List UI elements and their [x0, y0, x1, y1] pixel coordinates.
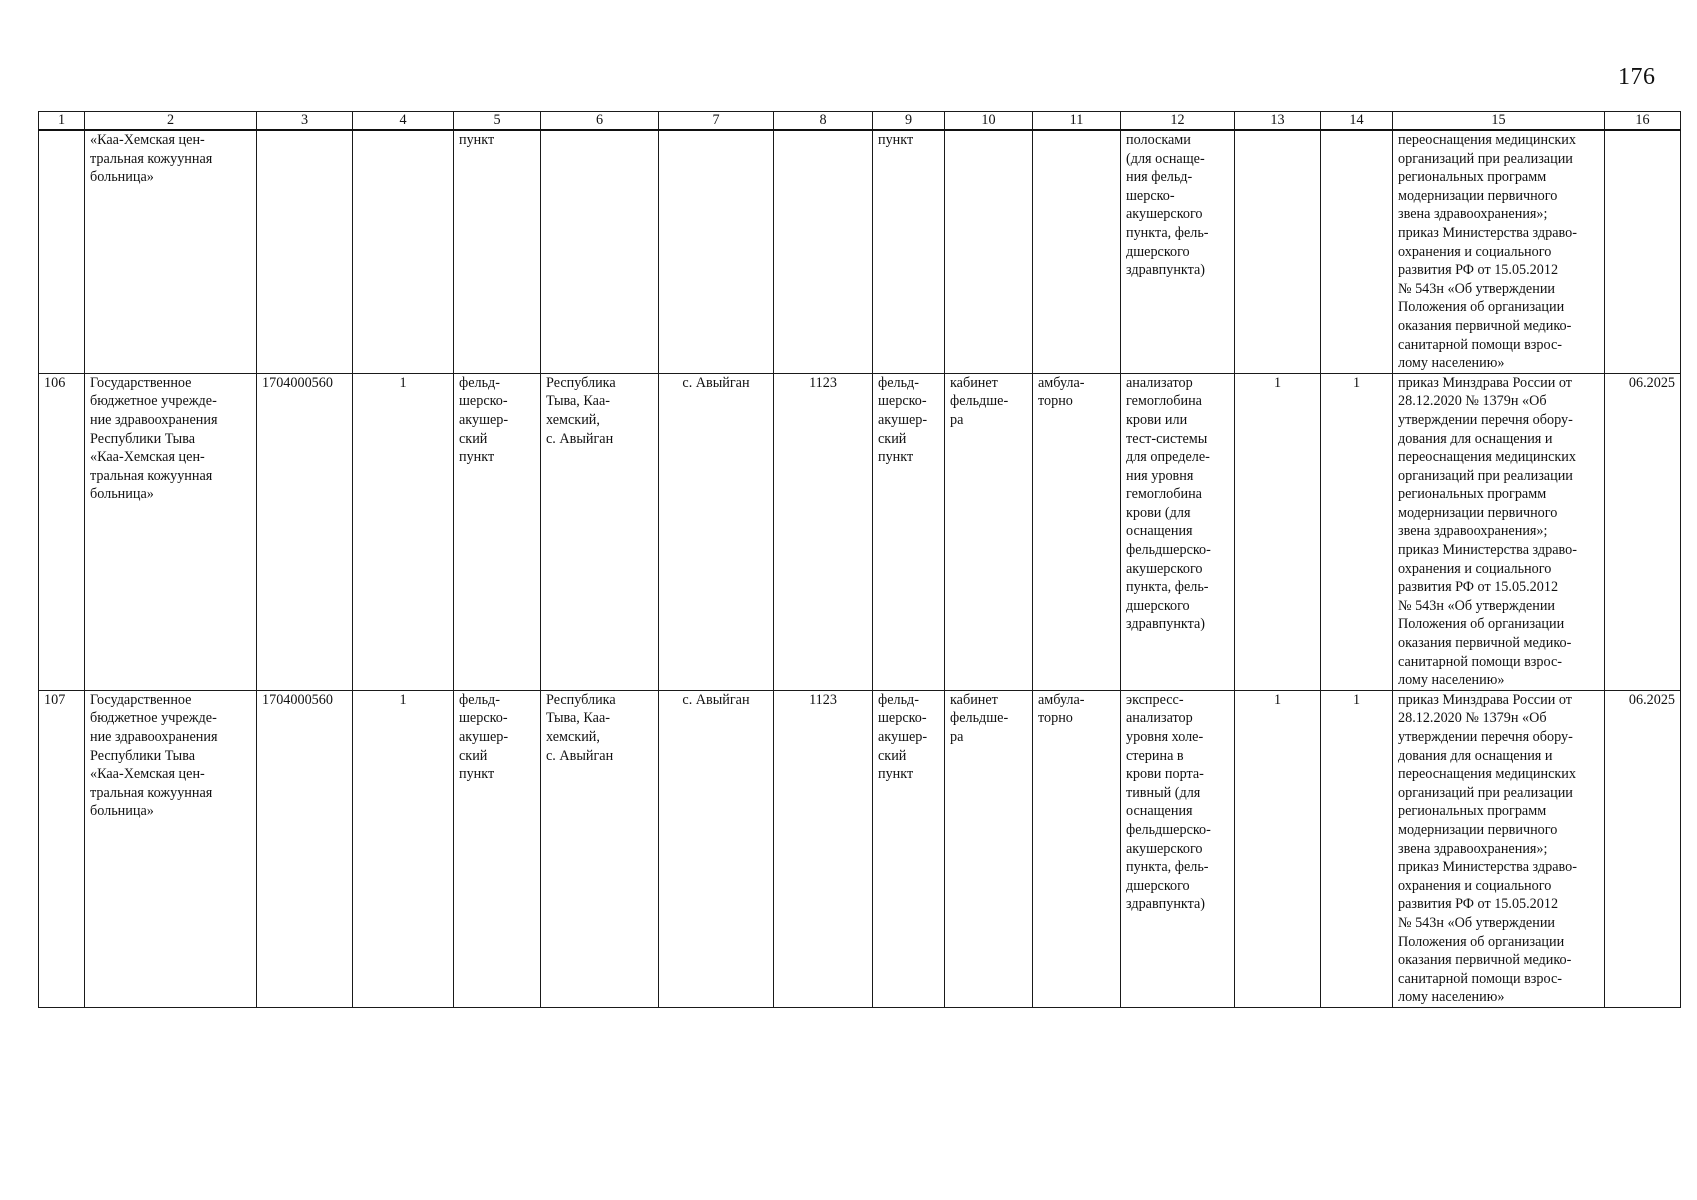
- table-row: [39, 130, 1681, 373]
- column-header: 14: [1321, 112, 1393, 131]
- date-cell: 06.2025: [1605, 373, 1681, 690]
- date-cell: [1605, 130, 1681, 373]
- locality-cell: с. Авыйган: [659, 690, 774, 1007]
- legal-basis-cell: приказ Минздрава России от 28.12.2020 № 1379н «Об утверждении перечня обору- дования для оснащения и переоснащения медицинских организаций при реализации региональных программ модернизации первичного звена здравоохранения»; приказ Министерства здраво- охранения и социального развития РФ от 15.05.2012 № 543н «Об утверждении Положения об организации оказания первичной медико- санитарной помощи взрос- лому населению»: [1393, 690, 1605, 1007]
- unit-type-cell: пункт: [873, 130, 945, 373]
- qty-cell: [1235, 130, 1321, 373]
- unit-type-cell: фельд- шерско- акушер- ский пункт: [873, 690, 945, 1007]
- address-cell: Республика Тыва, Каа- хемский, с. Авыйган: [541, 690, 659, 1007]
- qty-cell: 1: [1235, 373, 1321, 690]
- column-header: 4: [353, 112, 454, 131]
- column-header: 7: [659, 112, 774, 131]
- column-header: 11: [1033, 112, 1121, 131]
- qty-cell: [1321, 130, 1393, 373]
- date-cell: 06.2025: [1605, 690, 1681, 1007]
- organization-cell: Государственное бюджетное учрежде- ние здравоохранения Республики Тыва «Каа-Хемская цен- тральная кожуунная больница»: [85, 373, 257, 690]
- column-header: 2: [85, 112, 257, 131]
- organization-cell: Государственное бюджетное учрежде- ние здравоохранения Республики Тыва «Каа-Хемская цен- тральная кожуунная больница»: [85, 690, 257, 1007]
- column-header: 15: [1393, 112, 1605, 131]
- column-header: 16: [1605, 112, 1681, 131]
- population-cell: 1123: [774, 373, 873, 690]
- table-row: [39, 690, 1681, 1007]
- inn-cell: 1704000560: [257, 373, 353, 690]
- organization-cell: «Каа-Хемская цен- тральная кожуунная больница»: [85, 130, 257, 373]
- inn-cell: 1704000560: [257, 690, 353, 1007]
- facility-type-cell: фельд- шерско- акушер- ский пункт: [454, 373, 541, 690]
- table-row: [39, 373, 1681, 690]
- care-mode-cell: [1033, 130, 1121, 373]
- inn-cell: [257, 130, 353, 373]
- column-header: 1: [39, 112, 85, 131]
- locality-cell: [659, 130, 774, 373]
- address-cell: [541, 130, 659, 373]
- facility-type-cell: пункт: [454, 130, 541, 373]
- room-cell: [945, 130, 1033, 373]
- facility-type-cell: фельд- шерско- акушер- ский пункт: [454, 690, 541, 1007]
- col4-cell: 1: [353, 690, 454, 1007]
- column-header: 13: [1235, 112, 1321, 131]
- care-mode-cell: амбула- торно: [1033, 690, 1121, 1007]
- legal-basis-cell: приказ Минздрава России от 28.12.2020 № 1379н «Об утверждении перечня обору- дования для оснащения и переоснащения медицинских организаций при реализации региональных программ модернизации первичного звена здравоохранения»; приказ Министерства здраво- охранения и социального развития РФ от 15.05.2012 № 543н «Об утверждении Положения об организации оказания первичной медико- санитарной помощи взрос- лому населению»: [1393, 373, 1605, 690]
- population-cell: 1123: [774, 690, 873, 1007]
- room-cell: кабинет фельдше- ра: [945, 373, 1033, 690]
- equipment-cell: полосками (для оснаще- ния фельд- шерско- акушерского пункта, фель- дшерского здравпункта): [1121, 130, 1235, 373]
- qty-cell: 1: [1235, 690, 1321, 1007]
- care-mode-cell: амбула- торно: [1033, 373, 1121, 690]
- col4-cell: [353, 130, 454, 373]
- equipment-table: [38, 111, 1681, 1008]
- column-header: 6: [541, 112, 659, 131]
- locality-cell: с. Авыйган: [659, 373, 774, 690]
- unit-type-cell: фельд- шерско- акушер- ский пункт: [873, 373, 945, 690]
- column-header: 3: [257, 112, 353, 131]
- room-cell: кабинет фельдше- ра: [945, 690, 1033, 1007]
- column-header: 12: [1121, 112, 1235, 131]
- column-header: 9: [873, 112, 945, 131]
- legal-basis-cell: переоснащения медицинских организаций при реализации региональных программ модернизации первичного звена здравоохранения»; приказ Министерства здраво- охранения и социального развития РФ от 15.05.2012 № 543н «Об утверждении Положения об организации оказания первичной медико- санитарной помощи взрос- лому населению»: [1393, 130, 1605, 373]
- column-header: 10: [945, 112, 1033, 131]
- qty-cell: 1: [1321, 690, 1393, 1007]
- column-header: 5: [454, 112, 541, 131]
- col4-cell: 1: [353, 373, 454, 690]
- population-cell: [774, 130, 873, 373]
- row-number-cell: [39, 130, 85, 373]
- header-row: [39, 112, 1681, 131]
- address-cell: Республика Тыва, Каа- хемский, с. Авыйган: [541, 373, 659, 690]
- row-number-cell: 107: [39, 690, 85, 1007]
- row-number-cell: 106: [39, 373, 85, 690]
- column-header: 8: [774, 112, 873, 131]
- qty-cell: 1: [1321, 373, 1393, 690]
- page-number: 176: [1618, 64, 1656, 90]
- equipment-cell: экспресс- анализатор уровня холе- стерина в крови порта- тивный (для оснащения фельдшерско- акушерского пункта, фель- дшерского здравпункта): [1121, 690, 1235, 1007]
- equipment-cell: анализатор гемоглобина крови или тест-системы для определе- ния уровня гемоглобина крови (для оснащения фельдшерско- акушерского пункта, фель- дшерского здравпункта): [1121, 373, 1235, 690]
